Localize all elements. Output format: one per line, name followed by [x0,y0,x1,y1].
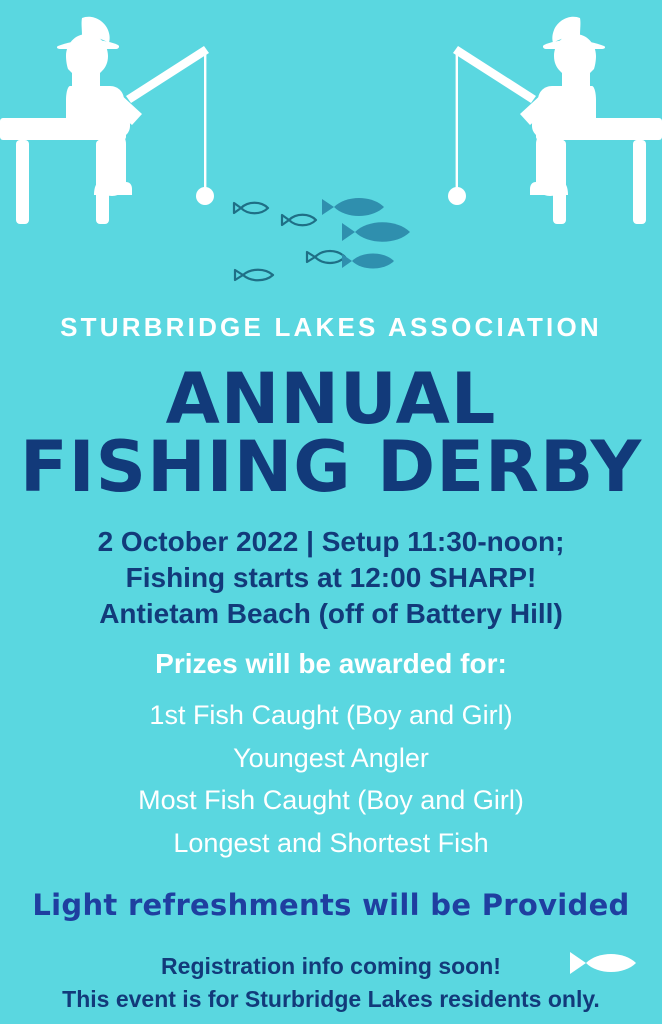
anglers-and-fish-illustration [0,0,662,300]
event-start-time: Fishing starts at 12:00 SHARP! [125,561,537,593]
list-item: Longest and Shortest Fish [173,827,489,858]
registration-note: Registration info coming soon! [161,953,501,979]
page-title-line-1: ANNUAL [165,358,497,440]
fish-school-icon [234,198,410,280]
prizes-heading: Prizes will be awarded for: [155,648,507,679]
organization-name: STURBRIDGE LAKES ASSOCIATION [60,312,602,342]
footer-notes [0,950,662,1017]
residents-only-note: This event is for Sturbridge Lakes residents only. [62,986,600,1013]
list-item: 1st Fish Caught (Boy and Girl) [149,700,513,730]
event-details [0,524,662,631]
refreshments-note: Light refreshments will be Provided [32,888,630,922]
list-item: Most Fish Caught (Boy and Girl) [138,785,524,816]
fish-icon [566,946,640,980]
event-location: Antietam Beach (off of Battery Hill) [99,597,563,629]
event-date-setup: 2 October 2022 | Setup 11:30-noon; [97,526,565,557]
list-item: Youngest Angler [233,742,429,773]
page-title-line-2: FISHING DERBY [19,426,643,508]
prizes-list [0,694,662,865]
right-angler-icon [448,17,662,224]
left-angler-icon [0,17,214,224]
